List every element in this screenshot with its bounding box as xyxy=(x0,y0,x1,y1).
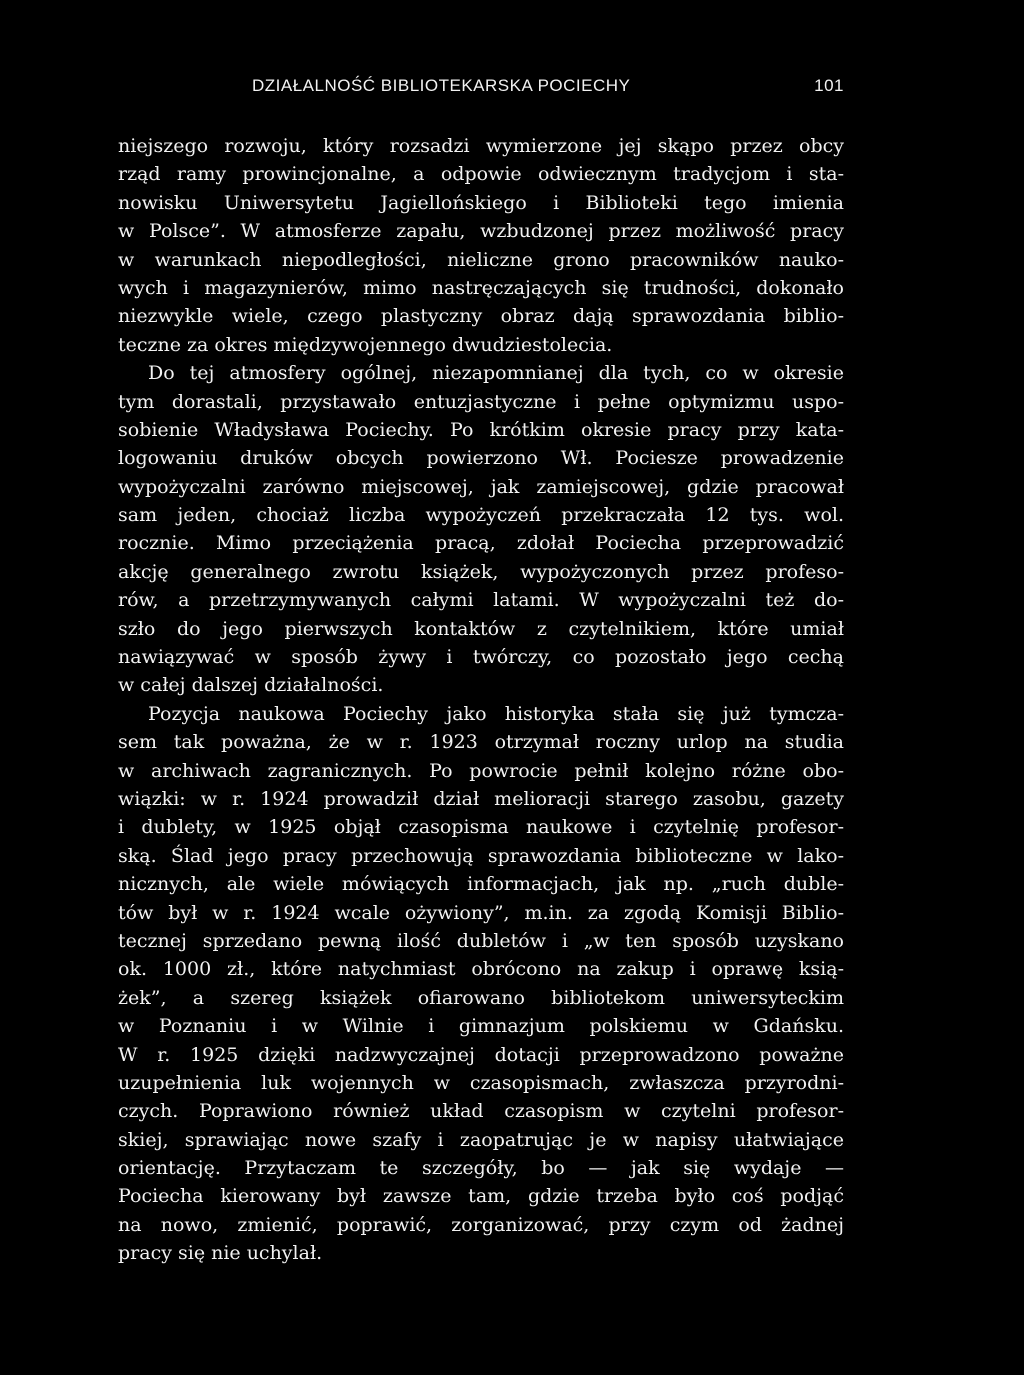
text-line: tów był w r. 1924 wcale ożywiony”, m.in. za zgodą Komisji Biblio- xyxy=(118,901,844,924)
text-line: sam jeden, chociaż liczba wypożyczeń przekraczała 12 tys. wol. xyxy=(118,504,844,527)
text-line: wych i magazynierów, mimo nastręczających się trudności, dokonało xyxy=(118,276,844,299)
text-line: ok. 1000 zł., które natychmiast obrócono na zakup i oprawę ksią- xyxy=(118,958,844,981)
text-line: tym dorastali, przystawało entuzjastyczne i pełne optymizmu uspo- xyxy=(118,390,844,413)
page-header xyxy=(118,76,844,100)
text-line: żek”, a szereg książek ofiarowano bibliotekom uniwersyteckim xyxy=(118,986,844,1009)
paragraph-first-line: Do tej atmosfery ogólnej, niezapomnianej dla tych, co w okresie xyxy=(148,362,844,385)
text-line: w archiwach zagranicznych. Po powrocie pełnił kolejno różne obo- xyxy=(118,759,844,782)
text-line: niejszego rozwoju, który rozsadzi wymierzone jej skąpo przez obcy xyxy=(118,135,844,157)
text-line: szło do jego pierwszych kontaktów z czytelnikiem, które umiał xyxy=(118,617,844,640)
text-line: sem tak poważna, że w r. 1923 otrzymał roczny urlop na studia xyxy=(118,731,844,754)
text-line: nicznych, ale wiele mówiących informacjach, jak np. „ruch duble- xyxy=(118,873,844,896)
text-line: akcję generalnego zwrotu książek, wypożyczonych przez profeso- xyxy=(118,560,844,583)
text-line: sobienie Władysława Pociechy. Po krótkim okresie pracy przy kata- xyxy=(118,418,844,441)
text-line: w warunkach niepodległości, nieliczne grono pracowników nauko- xyxy=(118,248,844,271)
text-line: logowaniu druków obcych powierzono Wł. Pociesze prowadzenie xyxy=(118,447,844,470)
text-line: w Polsce”. W atmosferze zapału, wzbudzonej przez możliwość pracy xyxy=(118,220,844,243)
text-line: ską. Ślad jego pracy przechowują sprawozdania biblioteczne w lako- xyxy=(118,844,844,867)
paragraph-first-line: Pozycja naukowa Pociechy jako historyka stała się już tymcza- xyxy=(148,702,844,725)
text-line: i dublety, w 1925 objął czasopisma naukowe i czytelnię profesor- xyxy=(118,816,844,839)
text-line: Pociecha kierowany był zawsze tam, gdzie trzeba było coś podjąć xyxy=(118,1185,844,1208)
text-line: czych. Poprawiono również układ czasopism w czytelni profesor- xyxy=(118,1100,844,1123)
text-line: wiązki: w r. 1924 prowadził dział melioracji starego zasobu, gazety xyxy=(118,787,844,810)
text-line: na nowo, zmienić, poprawić, zorganizować, przy czym od żadnej xyxy=(118,1213,844,1236)
text-line: tecznej sprzedano pewną ilość dubletów i „w ten sposób uzyskano xyxy=(118,929,844,952)
text-line: orientację. Przytaczam te szczegóły, bo — jak się wydaje — xyxy=(118,1157,844,1180)
text-line: uzupełnienia luk wojennych w czasopismach, zwłaszcza przyrodni- xyxy=(118,1071,844,1094)
page-number: 101 xyxy=(814,76,844,95)
text-line: nawiązywać w sposób żywy i twórczy, co pozostało jego cechą xyxy=(118,646,844,669)
text-line: rząd ramy prowincjonalne, a odpowie odwiecznym tradycjom i sta- xyxy=(118,163,844,186)
text-line: W r. 1925 dzięki nadzwyczajnej dotacji przeprowadzono poważne xyxy=(118,1043,844,1066)
text-line: wypożyczalni zarówno miejscowej, jak zamiejscowej, gdzie pracował xyxy=(118,475,844,498)
text-line: niezwykle wiele, czego plastyczny obraz dają sprawozdania biblio- xyxy=(118,305,844,328)
paragraph-last-line: pracy się nie uchylał. xyxy=(118,1242,323,1265)
body-text xyxy=(118,132,844,1268)
running-title: DZIAŁALNOŚĆ BIBLIOTEKARSKA POCIECHY xyxy=(252,76,631,95)
text-line: nowisku Uniwersytetu Jagiellońskiego i Biblioteki tego imienia xyxy=(118,191,844,214)
text-line: rów, a przetrzymywanych całymi latami. W wypożyczalni też do- xyxy=(118,589,844,612)
paragraph-last-line: w całej dalszej działalności. xyxy=(118,674,384,697)
text-line: w Poznaniu i w Wilnie i gimnazjum polskiemu w Gdańsku. xyxy=(118,1015,844,1038)
text-line: skiej, sprawiając nowe szafy i zaopatrując je w napisy ułatwiające xyxy=(118,1128,844,1151)
text-line: rocznie. Mimo przeciążenia pracą, zdołał Pociecha przeprowadzić xyxy=(118,532,844,555)
paragraph-last-line: teczne za okres międzywojennego dwudziestolecia. xyxy=(118,333,613,356)
